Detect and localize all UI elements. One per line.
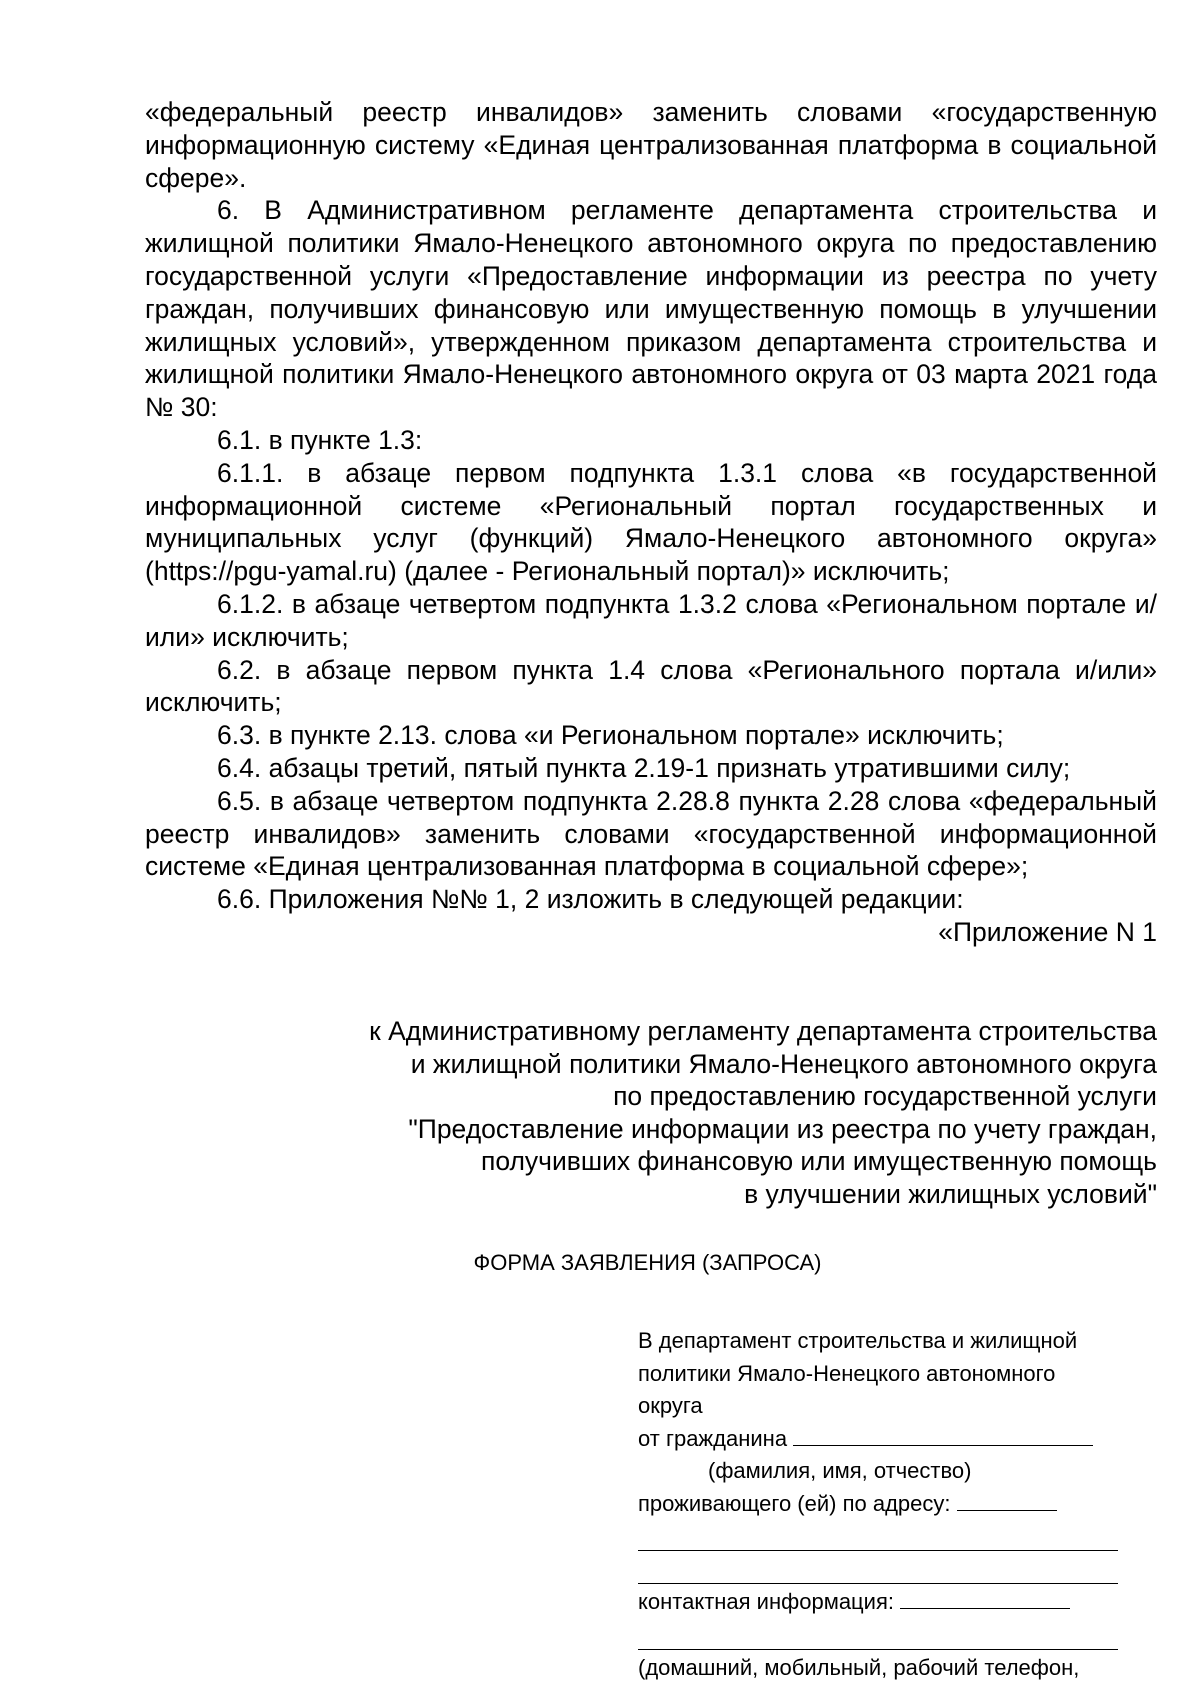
paragraph: 6.1.2. в абзаце четвертом подпункта 1.3.2 слова «Региональном портале и/или» исключить; — [145, 588, 1157, 652]
paragraph: 6.4. абзацы третий, пятый пункта 2.19-1 признать утратившими силу; — [217, 752, 1071, 783]
paragraph: 6.2. в абзаце первом пункта 1.4 слова «Регионального портала и/или» исключить; — [145, 654, 1157, 718]
name-fill-line[interactable] — [793, 1425, 1093, 1446]
contact-fill-line[interactable] — [638, 1619, 1118, 1650]
from-label: от гражданина — [638, 1425, 788, 1451]
addressee-line: В департамент строительства и жилищной — [638, 1328, 1078, 1353]
paragraph: 6.3. в пункте 2.13. слова «и Региональном портале» исключить; — [217, 720, 1004, 751]
appendix-line: по предоставлению государственной услуги — [613, 1081, 1157, 1111]
paragraph: «федеральный реестр инвалидов» заменить словами «государственную информационную систему «Единая централизованная платформа в социальной сфере». — [145, 97, 1157, 193]
appendix-caption — [280, 1015, 1157, 1210]
appendix-line: в улучшении жилищных условий" — [744, 1178, 1157, 1209]
appendix-line: и жилищной политики Ямало-Ненецкого автономного округа — [410, 1048, 1157, 1079]
paragraph: 6.1.1. в абзаце первом подпункта 1.3.1 слова «в государственной информационной системе «Региональный портал государственных и муниципальных услуг (функций) Ямало-Ненецкого автономного округа» (https://pgu-yamal.ru) (далее - Региональный портал)» исключить; — [145, 457, 1157, 587]
paragraph: 6.1. в пункте 1.3: — [217, 424, 423, 455]
addressee-line: округа — [638, 1393, 703, 1418]
addressee-line: политики Ямало-Ненецкого автономного — [638, 1360, 1056, 1386]
appendix-heading: «Приложение N 1 — [938, 916, 1157, 947]
appendix-line: "Предоставление информации из реестра по учету граждан, — [408, 1113, 1157, 1144]
from-row — [638, 1423, 1118, 1456]
phone-caption: (домашний, мобильный, рабочий телефон, — [638, 1654, 1080, 1680]
appendix-line: к Административному регламенту департамента строительства — [369, 1016, 1157, 1046]
addressee-block — [638, 1325, 1118, 1684]
paragraph: 6.6. Приложения №№ 1, 2 изложить в следующей редакции: — [217, 884, 964, 915]
address-label: проживающего (ей) по адресу: — [638, 1490, 951, 1516]
contact-row — [638, 1586, 1118, 1619]
address-fill-line[interactable] — [638, 1520, 1118, 1551]
contact-fill-line[interactable] — [900, 1588, 1070, 1609]
body-text — [145, 96, 1157, 949]
name-caption: (фамилия, имя, отчество) — [708, 1458, 972, 1483]
address-fill-line[interactable] — [957, 1490, 1057, 1511]
appendix-line: получивших финансовую или имущественную помощь — [480, 1146, 1157, 1176]
paragraph: 6.5. в абзаце четвертом подпункта 2.28.8 пункта 2.28 слова «федеральный реестр инвалидов» заменить словами «государственной информационной системе «Единая централизованная платформа в социальной сфере»; — [145, 785, 1157, 882]
form-title: ФОРМА ЗАЯВЛЕНИЯ (ЗАПРОСА) — [473, 1250, 822, 1275]
address-row — [638, 1488, 1118, 1521]
contact-label: контактная информация: — [638, 1589, 894, 1614]
address-fill-line[interactable] — [638, 1553, 1118, 1584]
paragraph: 6. В Административном регламенте департамента строительства и жилищной политики Ямало-Ненецкого автономного округа по предоставлению государственной услуги «Предоставление информации из реестра по учету граждан, получивших финансовую или имущественную помощь в улучшении жилищных условий», утвержденном приказом департамента строительства и жилищной политики Ямало-Ненецкого автономного округа от 03 марта 2021 года № 30: — [145, 195, 1157, 423]
